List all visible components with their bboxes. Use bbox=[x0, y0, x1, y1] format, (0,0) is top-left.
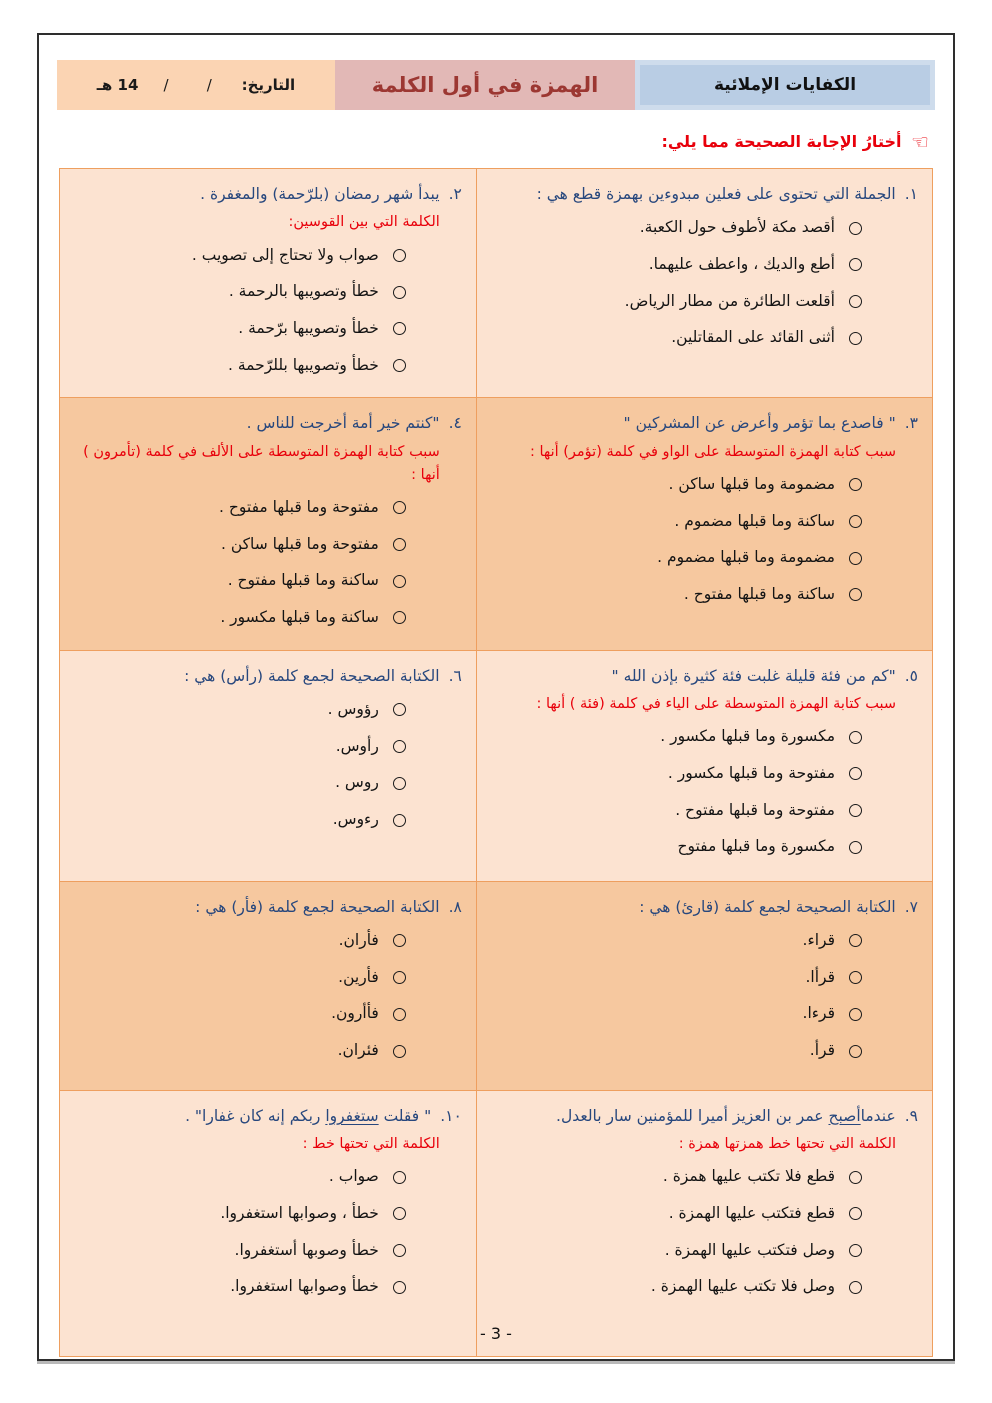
header bbox=[57, 60, 935, 110]
option-row bbox=[487, 547, 862, 569]
option-label: مفتوحة وما قبلها ساكن . bbox=[220, 534, 379, 553]
radio-icon[interactable] bbox=[393, 1008, 406, 1021]
option-row bbox=[70, 930, 406, 952]
date-blank-slashes: / / bbox=[144, 76, 236, 94]
question-grid bbox=[59, 168, 933, 1357]
option-row bbox=[70, 607, 406, 629]
option-label: رؤوس . bbox=[327, 700, 379, 719]
question-2 bbox=[60, 169, 477, 397]
radio-icon[interactable] bbox=[393, 286, 406, 299]
radio-icon[interactable] bbox=[393, 322, 406, 335]
option-label: رأوس. bbox=[335, 736, 379, 755]
question-text: ٥."كم من فئة قليلة غلبت فئة كثيرة بإذن الله " bbox=[611, 666, 918, 685]
option-row bbox=[487, 474, 862, 496]
radio-icon[interactable] bbox=[393, 1281, 406, 1294]
options-list bbox=[487, 930, 862, 1062]
radio-icon[interactable] bbox=[849, 1244, 862, 1257]
question-text: ١٠." فقلت ستغفروا ربكم إنه كان غفارا" . bbox=[185, 1106, 462, 1125]
options-list bbox=[70, 1166, 406, 1298]
option-row bbox=[487, 511, 862, 533]
question-row-5 bbox=[60, 1090, 932, 1356]
option-label: مفتوحة وما قبلها مفتوح . bbox=[675, 800, 835, 819]
option-row bbox=[487, 1240, 862, 1262]
question-number: ١٠. bbox=[440, 1106, 462, 1125]
option-label: ساكنة وما قبلها مضموم . bbox=[674, 511, 835, 530]
question-number: ٤. bbox=[448, 414, 462, 433]
option-label: فأران. bbox=[338, 931, 379, 950]
option-row bbox=[70, 1240, 406, 1262]
option-label: قرءا. bbox=[802, 1004, 835, 1023]
radio-icon[interactable] bbox=[849, 258, 862, 271]
question-text: ٣." فاصدع بما تؤمر وأعرض عن المشركين " bbox=[623, 414, 918, 433]
option-row bbox=[487, 584, 862, 606]
question-text: ١.الجملة التي تحتوى على فعلين مبدوءين بهمزة قطع هي : bbox=[536, 185, 918, 203]
options-list bbox=[487, 726, 862, 858]
option-label: خطأ وتصويبها برّحمة . bbox=[238, 318, 379, 337]
question-text: ٤."كنتم خير أمة أخرجت للناس . bbox=[246, 414, 462, 433]
option-row bbox=[70, 1166, 406, 1188]
question-subtext: سبب كتابة الهمزة المتوسطة على الياء في كلمة (فئة ) أنها : bbox=[536, 696, 896, 713]
radio-icon[interactable] bbox=[393, 611, 406, 624]
option-row bbox=[487, 1276, 862, 1298]
instruction-text: أختارُ الإجابة الصحيحة مما يلي: bbox=[661, 132, 902, 151]
question-number: ٨. bbox=[448, 897, 462, 916]
pointing-hand-icon: ☜ bbox=[911, 130, 929, 154]
question-text: ٦.الكتابة الصحيحة لجمع كلمة (رأس) هي : bbox=[184, 666, 462, 685]
option-label: مفتوحة وما قبلها مفتوح . bbox=[219, 498, 379, 516]
option-row bbox=[70, 318, 406, 340]
option-label: مفتوحة وما قبلها مكسور . bbox=[667, 763, 835, 782]
question-1 bbox=[477, 169, 932, 397]
option-label: فأرين. bbox=[338, 967, 379, 986]
date-label: التاريخ: bbox=[241, 76, 296, 94]
question-number: ٧. bbox=[904, 897, 918, 916]
radio-icon[interactable] bbox=[849, 1045, 862, 1058]
radio-icon[interactable] bbox=[393, 703, 406, 716]
radio-icon[interactable] bbox=[849, 588, 862, 601]
option-label: أقصد مكة لأطوف حول الكعبة. bbox=[639, 218, 835, 237]
option-row bbox=[487, 217, 862, 239]
option-label: خطأ وصوبها أستغفروا. bbox=[234, 1240, 379, 1259]
page-number: - 3 - bbox=[480, 1324, 512, 1343]
radio-icon[interactable] bbox=[393, 575, 406, 588]
options-list bbox=[70, 245, 406, 377]
option-row bbox=[70, 534, 406, 556]
question-number: ٩. bbox=[904, 1106, 918, 1125]
options-list bbox=[487, 474, 862, 606]
option-label: ساكنة وما قبلها مفتوح . bbox=[683, 584, 835, 603]
radio-icon[interactable] bbox=[393, 538, 406, 551]
option-label: فأأرون. bbox=[331, 1004, 379, 1023]
question-5 bbox=[477, 651, 932, 881]
option-row bbox=[487, 327, 862, 349]
radio-icon[interactable] bbox=[849, 804, 862, 817]
option-label: وصل فتكتب عليها الهمزة . bbox=[664, 1240, 835, 1259]
option-row bbox=[487, 930, 862, 952]
option-row bbox=[70, 809, 406, 831]
header-subject-cell bbox=[635, 60, 935, 110]
option-row bbox=[487, 726, 862, 748]
radio-icon[interactable] bbox=[849, 478, 862, 491]
radio-icon[interactable] bbox=[393, 777, 406, 790]
radio-icon[interactable] bbox=[849, 934, 862, 947]
question-3 bbox=[477, 398, 932, 649]
option-label: خطأ وتصويبها بللرّحمة . bbox=[228, 355, 379, 374]
options-list bbox=[70, 699, 406, 831]
option-row bbox=[70, 1276, 406, 1298]
radio-icon[interactable] bbox=[393, 249, 406, 262]
option-row bbox=[70, 699, 406, 721]
radio-icon[interactable] bbox=[393, 971, 406, 984]
option-row bbox=[70, 1203, 406, 1225]
option-label: روس . bbox=[335, 773, 379, 792]
radio-icon[interactable] bbox=[393, 1045, 406, 1058]
date-year: 14 هـ bbox=[96, 76, 139, 94]
option-label: أطع والديك ، واعطف عليهما. bbox=[648, 255, 835, 274]
question-row-4 bbox=[60, 881, 932, 1090]
radio-icon[interactable] bbox=[849, 1171, 862, 1184]
option-row bbox=[487, 763, 862, 785]
option-label: صواب ولا تحتاج إلى تصويب . bbox=[191, 245, 379, 264]
option-row bbox=[487, 1040, 862, 1062]
radio-icon[interactable] bbox=[393, 359, 406, 372]
option-label: مكسورة وما قبلها مكسور . bbox=[660, 727, 835, 746]
option-row bbox=[70, 355, 406, 377]
option-label: ساكنة وما قبلها مفتوح . bbox=[227, 571, 379, 590]
option-row bbox=[70, 736, 406, 758]
option-label: أقلعت الطائرة من مطار الرياض. bbox=[624, 291, 835, 310]
question-text: ٨.الكتابة الصحيحة لجمع كلمة (فأر) هي : bbox=[195, 897, 462, 916]
option-label: صواب . bbox=[328, 1167, 379, 1186]
radio-icon[interactable] bbox=[849, 1008, 862, 1021]
question-9 bbox=[477, 1091, 932, 1356]
question-subtext: الكلمة التي تحتها خط همزتها همزة : bbox=[678, 1136, 896, 1153]
header-title-cell bbox=[335, 60, 635, 110]
radio-icon[interactable] bbox=[393, 934, 406, 947]
option-label: أثنى القائد على المقاتلين. bbox=[671, 328, 835, 347]
option-label: قرأ. bbox=[809, 1041, 835, 1060]
question-number: ١. bbox=[904, 185, 918, 203]
radio-icon[interactable] bbox=[849, 1281, 862, 1294]
question-6 bbox=[60, 651, 477, 881]
radio-icon[interactable] bbox=[849, 222, 862, 235]
radio-icon[interactable] bbox=[393, 740, 406, 753]
instruction-line bbox=[63, 130, 929, 154]
option-label: خطأ ، وصوابها استغفروا. bbox=[220, 1203, 379, 1222]
option-label: مضمومة وما قبلها مضموم . bbox=[657, 548, 835, 567]
header-subject-label: الكفايات الإملائية bbox=[713, 75, 857, 95]
option-row bbox=[70, 967, 406, 989]
options-list bbox=[70, 497, 406, 629]
option-label: رءوس. bbox=[332, 810, 379, 829]
option-label: فئران. bbox=[337, 1041, 379, 1060]
option-label: خطأ وصوابها استغفروا. bbox=[230, 1277, 379, 1296]
option-label: قرأا. bbox=[805, 967, 835, 986]
options-list bbox=[487, 217, 862, 349]
radio-icon[interactable] bbox=[393, 1171, 406, 1184]
radio-icon[interactable] bbox=[393, 1244, 406, 1257]
question-7 bbox=[477, 882, 932, 1090]
radio-icon[interactable] bbox=[393, 1207, 406, 1220]
page-title: الهمزة في أول الكلمة bbox=[371, 73, 599, 97]
option-row bbox=[70, 1003, 406, 1025]
option-row bbox=[70, 245, 406, 267]
question-subtext: الكلمة التي تحتها خط : bbox=[302, 1136, 440, 1153]
option-row bbox=[70, 281, 406, 303]
options-list bbox=[70, 930, 406, 1062]
option-row bbox=[70, 1040, 406, 1062]
question-text: ٢.يبدأ شهر رمضان (بلرّحمة) والمغفرة . bbox=[200, 185, 462, 203]
option-row bbox=[487, 254, 862, 276]
question-subtext: سبب كتابة الهمزة المتوسطة على الألف في كلمة (تأمرون ) أنها : bbox=[83, 443, 440, 483]
radio-icon[interactable] bbox=[849, 841, 862, 854]
option-row bbox=[70, 772, 406, 794]
option-row bbox=[487, 967, 862, 989]
option-label: قطع فلا تكتب عليها همزة . bbox=[662, 1167, 835, 1186]
radio-icon[interactable] bbox=[849, 971, 862, 984]
option-label: خطأ وتصويبها بالرحمة . bbox=[228, 282, 379, 301]
option-label: ساكنة وما قبلها مكسور . bbox=[220, 608, 379, 627]
question-row-2 bbox=[60, 397, 932, 649]
option-label: قطع فتكتب عليها الهمزة . bbox=[668, 1203, 835, 1222]
option-row bbox=[487, 1166, 862, 1188]
question-4 bbox=[60, 398, 477, 649]
option-label: قراء. bbox=[802, 931, 835, 950]
question-text: ٩.عندماأصبح عمر بن العزيز أميرا للمؤمنين سار بالعدل. bbox=[556, 1106, 918, 1125]
radio-icon[interactable] bbox=[849, 767, 862, 780]
option-label: مكسورة وما قبلها مفتوح bbox=[677, 837, 835, 856]
option-row bbox=[70, 497, 406, 519]
question-text: ٧.الكتابة الصحيحة لجمع كلمة (قارئ) هي : bbox=[639, 897, 918, 916]
question-subtext: سبب كتابة الهمزة المتوسطة على الواو في كلمة (تؤمر) أنها : bbox=[529, 443, 896, 460]
radio-icon[interactable] bbox=[849, 1207, 862, 1220]
question-number: ٢. bbox=[448, 185, 462, 203]
radio-icon[interactable] bbox=[849, 552, 862, 565]
option-label: مضمومة وما قبلها ساكن . bbox=[668, 474, 835, 493]
radio-icon[interactable] bbox=[849, 332, 862, 345]
question-8 bbox=[60, 882, 477, 1090]
question-10 bbox=[60, 1091, 477, 1356]
question-subtext: الكلمة التي بين القوسين: bbox=[288, 214, 440, 231]
question-row-1 bbox=[60, 169, 932, 397]
option-label: وصل فلا تكتب عليها الهمزة . bbox=[650, 1277, 835, 1296]
question-row-3 bbox=[60, 650, 932, 881]
worksheet-page bbox=[37, 33, 955, 1361]
radio-icon[interactable] bbox=[849, 295, 862, 308]
question-number: ٦. bbox=[448, 666, 462, 685]
option-row bbox=[487, 800, 862, 822]
header-date-cell bbox=[57, 60, 335, 110]
option-row bbox=[70, 570, 406, 592]
radio-icon[interactable] bbox=[393, 814, 406, 827]
radio-icon[interactable] bbox=[849, 515, 862, 528]
option-row bbox=[487, 836, 862, 858]
radio-icon[interactable] bbox=[849, 731, 862, 744]
radio-icon[interactable] bbox=[393, 501, 406, 514]
options-list bbox=[487, 1166, 862, 1298]
question-number: ٥. bbox=[904, 666, 918, 685]
question-number: ٣. bbox=[904, 414, 918, 433]
option-row bbox=[487, 1003, 862, 1025]
option-row bbox=[487, 1203, 862, 1225]
option-row bbox=[487, 291, 862, 313]
